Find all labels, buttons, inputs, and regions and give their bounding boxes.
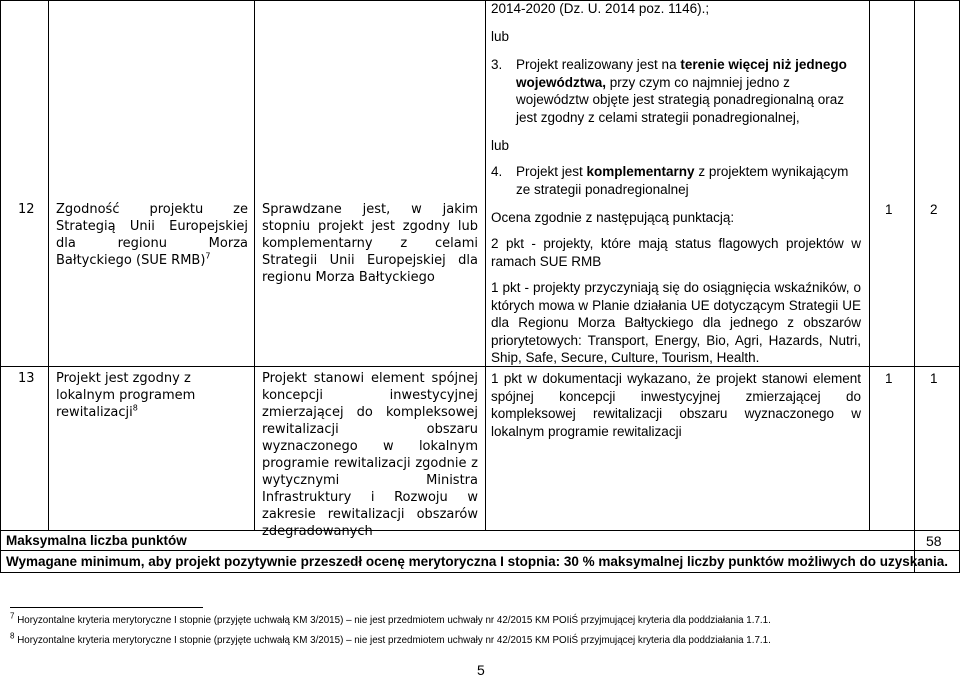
item-3-text: Projekt realizowany jest na terenie więcej niż jednego województwa, przy czym co najmniej jedno z województw objęte jest strategią ponadregionalną oraz jest zgodny z celami strategii ponadregionalnej, — [516, 57, 847, 125]
row-13-criterion-name: Projekt jest zgodny z lokalnym programem rewitalizacji$^8$ — [56, 371, 196, 420]
footnote-ref-7[interactable]: 7 — [205, 251, 211, 261]
row-border-13-max — [0, 530, 960, 531]
item-4-emphasis: komplementarny — [586, 164, 695, 179]
lub-connector-2: lub — [491, 138, 510, 153]
footnote-separator — [10, 607, 203, 608]
row-12-number: 12 — [18, 202, 35, 217]
col-border-left — [0, 0, 1, 572]
row-12-scoring-intro: Ocena zgodnie z następującą punktacją: — [491, 210, 735, 225]
max-points-value: 58 — [926, 533, 942, 549]
row-13-max-points: 1 — [930, 371, 938, 386]
col-border-3 — [485, 0, 486, 530]
footnote-7-mark: 7 — [10, 611, 15, 621]
col-border-1 — [48, 0, 49, 530]
footnote-7: $^7$ Horyzontalne kryteria merytoryczne I stopnie (przyjęte uchwałą KM 3/2015) – nie jest przedmiotem uchwały nr 42/2015 KM POIiŚ przyjmującej kryteria dla poddziałania 1.7.1. — [10, 611, 771, 626]
footnote-8: $^8$ Horyzontalne kryteria merytoryczne I stopnie (przyjęte uchwałą KM 3/2015) – nie jest przedmiotem uchwały nr 42/2015 KM POIiŚ przyjmującej kryteria dla poddziałania 1.7.1. — [10, 631, 771, 646]
required-minimum: Wymagane minimum, aby projekt pozytywnie przeszedł ocenę merytoryczna I stopnia: 30 % maksymalnej liczby punktów możliwych do uzyskania. — [6, 554, 949, 569]
footnote-ref-8[interactable]: 8 — [132, 403, 138, 413]
row-13-scoring: 1 pkt w dokumentacji wykazano, że projekt stanowi element spójnej koncepcji inwestycyjnej zmierzającej do kompleksowej rewitalizacji obszaru wyznaczonego w lokalnym programie rewitalizacji — [491, 371, 861, 439]
row-13-description: Projekt stanowi element spójnej koncepcji inwestycyjnej zmierzającej do kompleksowej rewitalizacji obszaru wyznaczonego w lokalnym programie rewitalizacji zgodnie z wytycznymi Ministra Infrastruktury i Rozwoju w zakresie rewitalizacji obszarów zdegradowanych — [262, 371, 478, 539]
page-number: 5 — [477, 662, 485, 678]
row-12-scoring-1pkt: 1 pkt - projekty przyczyniają się do osiągnięcia wskaźników, o których mowa w Planie działania UE dotyczącym Strategii UE dla Regionu Morza Bałtyckiego dla jednego z obszarów priorytetowych: Transport, Energy, Bio, Agri, Hazards, Nutri, Ship, Safe, Secure, Culture, Tourism, Health. — [491, 280, 861, 365]
lub-connector-1: lub — [491, 29, 510, 44]
col-border-5 — [914, 0, 915, 572]
row-13-number: 13 — [18, 371, 35, 386]
col-border-2 — [254, 0, 255, 530]
table-bottom-border — [0, 572, 960, 573]
max-points-label: Maksymalna liczba punktów — [6, 533, 187, 548]
row-12-description: Sprawdzane jest, w jakim stopniu projekt jest zgodny lub komplementarny z celami Strategii Unii Europejskiej dla regionu Morza Bałtyckiego — [262, 202, 478, 285]
row-13-weight: 1 — [885, 371, 893, 386]
row-12-weight: 1 — [885, 202, 893, 217]
col-border-4 — [869, 0, 870, 530]
item-3-emphasis: terenie więcej niż jednego województwa, — [516, 57, 847, 90]
footnote-8-mark: 8 — [10, 631, 15, 641]
item-4-text: Projekt jest komplementarny z projektem wynikającym ze strategii ponadregionalnej — [516, 164, 849, 197]
item-3-number: 3. — [491, 57, 503, 72]
item-4-number: 4. — [491, 164, 503, 179]
row-12-criterion-name: Zgodność projektu ze Strategią Unii Europejskiej dla regionu Morza Bałtyckiego (SUE RMB)$^7$ — [56, 202, 248, 268]
row-border-max-min — [0, 550, 960, 551]
continuation-text: 2014-2020 (Dz. U. 2014 poz. 1146).; — [491, 1, 710, 16]
row-12-scoring-2pkt: 2 pkt - projekty, które mają status flagowych projektów w ramach SUE RMB — [491, 236, 861, 269]
row-12-max-points: 2 — [930, 202, 938, 217]
